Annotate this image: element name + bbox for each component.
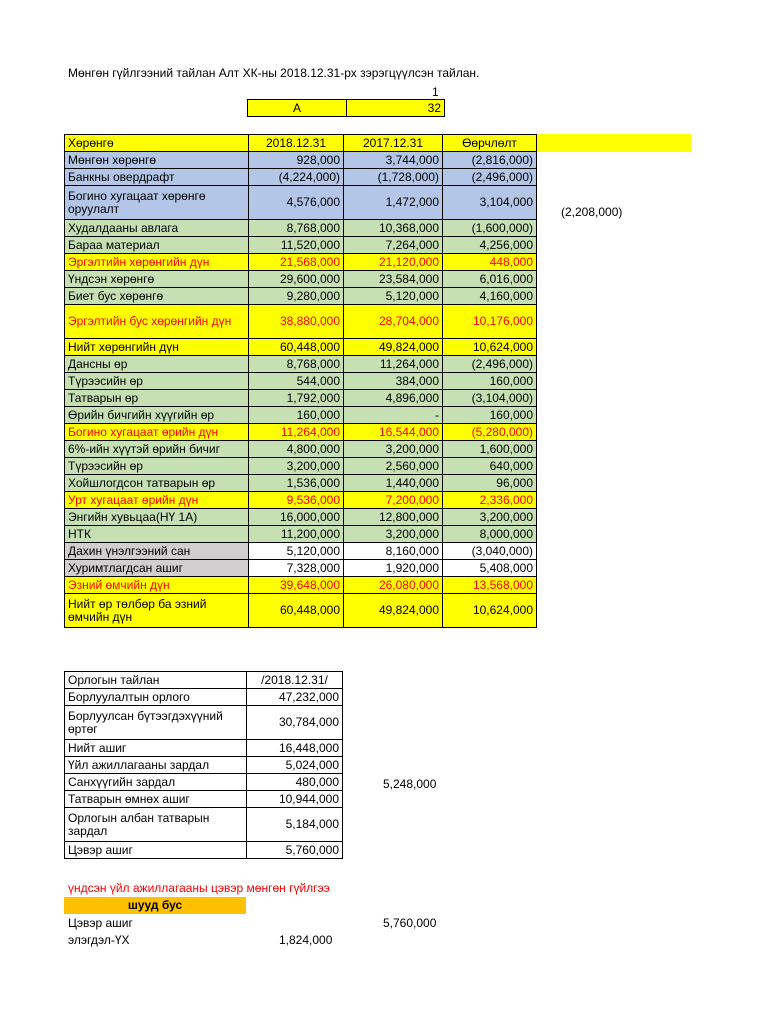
balance-row: [65, 560, 537, 577]
balance-row-value: (1,600,000): [443, 220, 537, 237]
balance-row-value: 11,520,000: [249, 237, 344, 254]
balance-row-value: 10,624,000: [443, 339, 537, 356]
balance-row-label: Худалдааны авлага: [65, 220, 249, 237]
balance-row-value: 1,472,000: [344, 186, 443, 220]
balance-row-value: 8,768,000: [249, 356, 344, 373]
income-row: [65, 808, 343, 842]
top-value: 1: [432, 85, 439, 99]
balance-row-value: (2,496,000): [443, 356, 537, 373]
balance-row-value: 4,576,000: [249, 186, 344, 220]
balance-row-value: 60,448,000: [249, 594, 344, 628]
balance-row-value: (4,224,000): [249, 169, 344, 186]
balance-row-value: 9,280,000: [249, 288, 344, 305]
balance-row: [65, 441, 537, 458]
balance-row-label: Эзний өмчийн дүн: [65, 577, 249, 594]
balance-row-value: 384,000: [344, 373, 443, 390]
cashflow-title: үндсэн үйл ажиллагааны цэвэр мөнгөн гүйлгээ: [68, 881, 330, 895]
balance-row: [65, 254, 537, 271]
balance-row: [65, 390, 537, 407]
balance-row-value: 8,768,000: [249, 220, 344, 237]
balance-row-label: НТК: [65, 526, 249, 543]
balance-row-label: Хойшлогдсон татварын өр: [65, 475, 249, 492]
balance-row-value: 3,200,000: [344, 441, 443, 458]
cashflow-row-label: элэгдэл-ҮХ: [68, 933, 130, 947]
balance-row: [65, 305, 537, 339]
small-box-right: 32: [347, 100, 445, 117]
balance-row-value: 10,624,000: [443, 594, 537, 628]
balance-row-value: 28,704,000: [344, 305, 443, 339]
cashflow-row-label: Цэвэр ашиг: [68, 916, 133, 930]
income-header-label: Орлогын тайлан: [65, 672, 247, 689]
balance-row-value: 60,448,000: [249, 339, 344, 356]
balance-row-value: 21,568,000: [249, 254, 344, 271]
income-side-value: 5,248,000: [383, 777, 437, 791]
header-highlight-strip: [536, 134, 691, 152]
balance-row-value: 21,120,000: [344, 254, 443, 271]
balance-row-value: 4,256,000: [443, 237, 537, 254]
income-row: [65, 706, 343, 740]
income-row-value: 47,232,000: [247, 689, 343, 706]
balance-row-value: 26,080,000: [344, 577, 443, 594]
balance-row-value: 8,160,000: [344, 543, 443, 560]
income-row: [65, 842, 343, 859]
income-statement-table: [64, 671, 343, 859]
balance-row-value: 448,000: [443, 254, 537, 271]
balance-sheet-table: [64, 134, 537, 628]
balance-header-label: Хөрөнгө: [65, 135, 249, 152]
cashflow-method: шууд бус: [64, 897, 246, 914]
balance-row-label: Банкны овердрафт: [65, 169, 249, 186]
balance-row-label: Татварын өр: [65, 390, 249, 407]
balance-row-label: Эргэлтийн бус хөрөнгийн дүн: [65, 305, 249, 339]
balance-row-value: 1,792,000: [249, 390, 344, 407]
balance-row-value: 7,328,000: [249, 560, 344, 577]
balance-row-value: 38,880,000: [249, 305, 344, 339]
balance-row-label: Энгийн хувьцаа(НҮ 1А): [65, 509, 249, 526]
balance-row-value: -: [344, 407, 443, 424]
balance-row: [65, 594, 537, 628]
balance-row-value: 39,648,000: [249, 577, 344, 594]
balance-row-value: 3,200,000: [344, 526, 443, 543]
balance-row-value: 12,800,000: [344, 509, 443, 526]
income-row-label: Татварын өмнөх ашиг: [65, 791, 247, 808]
balance-row-label: Түрээсийн өр: [65, 373, 249, 390]
balance-row: [65, 169, 537, 186]
report-title: Мөнгөн гүйлгээний тайлан Алт ХК-ны 2018.12.31-рх зэрэгцүүлсэн тайлан.: [68, 66, 480, 80]
balance-row-value: 5,120,000: [344, 288, 443, 305]
balance-row-value: 4,896,000: [344, 390, 443, 407]
balance-row: [65, 356, 537, 373]
balance-row-label: Биет бус хөрөнгө: [65, 288, 249, 305]
balance-row-value: 7,200,000: [344, 492, 443, 509]
balance-row-value: 16,000,000: [249, 509, 344, 526]
balance-row-value: 3,200,000: [443, 509, 537, 526]
balance-row-label: Мөнгөн хөрөнгө: [65, 152, 249, 169]
balance-header-column: 2017.12.31: [344, 135, 443, 152]
balance-row-value: 928,000: [249, 152, 344, 169]
income-row-value: 5,760,000: [247, 842, 343, 859]
balance-row-value: 8,000,000: [443, 526, 537, 543]
income-row-label: Борлуулсан бүтээгдэхүүний өртөг: [65, 706, 247, 740]
small-box-table: [247, 99, 445, 117]
balance-row: [65, 475, 537, 492]
income-row-value: 30,784,000: [247, 706, 343, 740]
balance-row-value: 10,176,000: [443, 305, 537, 339]
balance-row-value: 4,800,000: [249, 441, 344, 458]
balance-row-value: (5,280,000): [443, 424, 537, 441]
income-row-value: 5,024,000: [247, 757, 343, 774]
balance-row-value: 11,200,000: [249, 526, 344, 543]
balance-row-value: 1,440,000: [344, 475, 443, 492]
income-row-value: 5,184,000: [247, 808, 343, 842]
balance-row-label: Богино хугацаат өрийн дүн: [65, 424, 249, 441]
balance-row-value: 3,104,000: [443, 186, 537, 220]
balance-row: [65, 186, 537, 220]
balance-row-value: 3,744,000: [344, 152, 443, 169]
income-row-value: 10,944,000: [247, 791, 343, 808]
balance-row-value: 3,200,000: [249, 458, 344, 475]
balance-header-column: Өөрчлөлт: [443, 135, 537, 152]
balance-row-label: Түрээсийн өр: [65, 458, 249, 475]
small-box-left: A: [248, 100, 347, 117]
balance-row-value: 9,536,000: [249, 492, 344, 509]
balance-row: [65, 152, 537, 169]
balance-row-label: Дансны өр: [65, 356, 249, 373]
balance-row-value: 5,408,000: [443, 560, 537, 577]
balance-row: [65, 424, 537, 441]
balance-row-value: 49,824,000: [344, 339, 443, 356]
balance-row-label: Үндсэн хөрөнгө: [65, 271, 249, 288]
balance-row-value: 2,560,000: [344, 458, 443, 475]
balance-row: [65, 288, 537, 305]
income-row: [65, 740, 343, 757]
cashflow-row-value: 1,824,000: [279, 933, 333, 947]
balance-row: [65, 271, 537, 288]
balance-row-label: Өрийн бичгийн хүүгийн өр: [65, 407, 249, 424]
income-row-label: Санхүүгийн зардал: [65, 774, 247, 791]
balance-row: [65, 458, 537, 475]
balance-row-value: 640,000: [443, 458, 537, 475]
income-row-label: Орлогын албан татварын зардал: [65, 808, 247, 842]
balance-row: [65, 577, 537, 594]
balance-row-value: 544,000: [249, 373, 344, 390]
balance-row-label: Богино хугацаат хөрөнгө оруулалт: [65, 186, 249, 220]
balance-row-label: Урт хугацаат өрийн дүн: [65, 492, 249, 509]
balance-row-value: 11,264,000: [344, 356, 443, 373]
balance-row-value: 13,568,000: [443, 577, 537, 594]
balance-row-label: 6%-ийн хүүтэй өрийн бичиг: [65, 441, 249, 458]
balance-row-label: Нийт хөрөнгийн дүн: [65, 339, 249, 356]
balance-row-label: Хуримтлагдсан ашиг: [65, 560, 249, 577]
balance-row: [65, 220, 537, 237]
balance-row: [65, 509, 537, 526]
balance-row-value: 160,000: [249, 407, 344, 424]
income-header-date: /2018.12.31/: [247, 672, 343, 689]
income-row-label: Үйл ажиллагааны зардал: [65, 757, 247, 774]
income-row-value: 16,448,000: [247, 740, 343, 757]
income-row-label: Цэвэр ашиг: [65, 842, 247, 859]
balance-header-column: 2018.12.31: [249, 135, 344, 152]
balance-row-value: 7,264,000: [344, 237, 443, 254]
balance-row-value: 16,544,000: [344, 424, 443, 441]
income-row: [65, 791, 343, 808]
balance-row-value: (1,728,000): [344, 169, 443, 186]
balance-row-value: 5,120,000: [249, 543, 344, 560]
side-value: (2,208,000): [561, 205, 623, 219]
balance-row-label: Нийт өр төлбөр ба эзний өмчийн дүн: [65, 594, 249, 628]
income-row-value: 480,000: [247, 774, 343, 791]
balance-row-value: 10,368,000: [344, 220, 443, 237]
balance-row: [65, 543, 537, 560]
balance-row-value: 1,600,000: [443, 441, 537, 458]
income-row: [65, 757, 343, 774]
cashflow-row-value: 5,760,000: [383, 916, 437, 930]
income-row-label: Нийт ашиг: [65, 740, 247, 757]
balance-row-value: 29,600,000: [249, 271, 344, 288]
balance-row-value: 1,536,000: [249, 475, 344, 492]
balance-row-label: Эргэлтийн хөрөнгийн дүн: [65, 254, 249, 271]
balance-row-value: 1,920,000: [344, 560, 443, 577]
income-row: [65, 774, 343, 791]
balance-row-value: (3,104,000): [443, 390, 537, 407]
balance-row: [65, 492, 537, 509]
balance-row: [65, 407, 537, 424]
balance-row: [65, 373, 537, 390]
balance-row-value: 23,584,000: [344, 271, 443, 288]
balance-row: [65, 237, 537, 254]
balance-row-label: Бараа материал: [65, 237, 249, 254]
balance-row-value: 6,016,000: [443, 271, 537, 288]
balance-row-value: 96,000: [443, 475, 537, 492]
balance-row-value: (2,496,000): [443, 169, 537, 186]
balance-row-value: 2,336,000: [443, 492, 537, 509]
income-row: [65, 689, 343, 706]
balance-row-value: (2,816,000): [443, 152, 537, 169]
income-row-label: Борлуулалтын орлого: [65, 689, 247, 706]
balance-row: [65, 339, 537, 356]
balance-row-value: 160,000: [443, 407, 537, 424]
balance-row-value: 4,160,000: [443, 288, 537, 305]
balance-row-value: (3,040,000): [443, 543, 537, 560]
balance-row-value: 160,000: [443, 373, 537, 390]
balance-row: [65, 526, 537, 543]
balance-row-value: 49,824,000: [344, 594, 443, 628]
balance-row-label: Дахин үнэлгээний сан: [65, 543, 249, 560]
balance-row-value: 11,264,000: [249, 424, 344, 441]
